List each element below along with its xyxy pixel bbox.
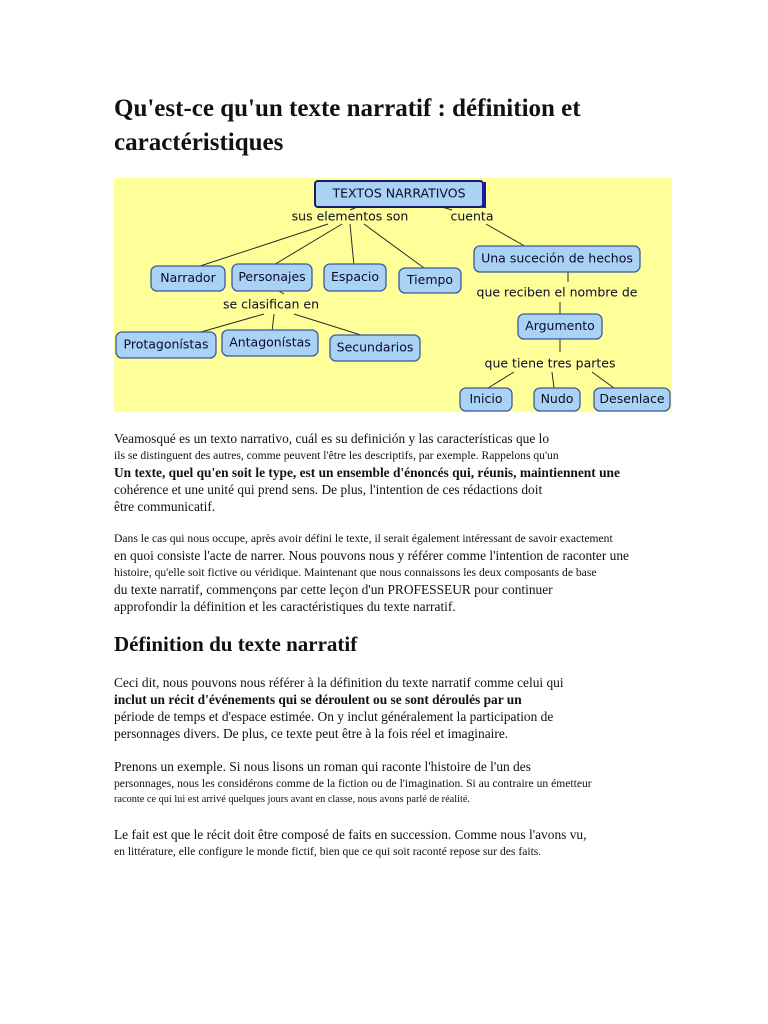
concept-node-characters bbox=[232, 264, 312, 291]
svg-text:Narrador: Narrador bbox=[160, 270, 216, 285]
svg-text:Personajes: Personajes bbox=[238, 269, 306, 284]
svg-text:Una suceción de hechos: Una suceción de hechos bbox=[481, 250, 633, 266]
svg-text:Antagonístas: Antagonístas bbox=[229, 334, 311, 350]
concept-node-sequence bbox=[474, 246, 640, 272]
concept-node-antagonists bbox=[222, 330, 318, 356]
concept-node-space bbox=[324, 264, 386, 291]
svg-text:Secundarios: Secundarios bbox=[336, 339, 414, 355]
concept-root-label: TEXTOS NARRATIVOS bbox=[332, 185, 466, 201]
context-paragraph: Dans le cas qui nous occupe, après avoir défini le texte, il serait également intéressant de savoir exactement en quoi consiste l'acte de narrer. Nous pouvons nous y référer comme l'intention de raconter une histoire, qu'elle soit fictive ou véridique. Maintenant que nous connaissons les deux composants de base du texte narratif, commençons par cette leçon d'un PROFESSEUR pour continuer approfondir la définition et les caractéristiques du texte narratif. bbox=[114, 532, 629, 614]
edge-label-classify: se clasifican en bbox=[222, 296, 320, 312]
concept-node-time bbox=[399, 268, 461, 293]
edge-label-elements: sus elementos son bbox=[291, 208, 409, 224]
intro-paragraph: Veamosqué es un texto narrativo, cuál es su definición y las características que lo ils se distinguent des autres, comme peuvent l'être les descriptifs, par exemple. Rappelons qu'un Un texte, quel qu'en soit le type, est un ensemble d'énoncés qui, réunis, maintiennent une cohérence et une unité qui prend sens. De plus, l'intention de ces rédactions doit être communicatif. bbox=[114, 431, 620, 514]
concept-map bbox=[114, 178, 672, 412]
example-paragraph: Prenons un exemple. Si nous lisons un roman qui raconte l'histoire de l'un des personnages, nous les considérons comme de la fiction ou de l'imagination. Si au contraire un émetteur raconte ce qui lui est arrivé quelques jours avant en classe, nous avons parlé de réalité. bbox=[114, 759, 592, 805]
svg-text:Espacio: Espacio bbox=[331, 269, 379, 284]
svg-text:Argumento: Argumento bbox=[525, 318, 595, 333]
edge-label-name: que reciben el nombre de bbox=[476, 284, 638, 300]
svg-text:Nudo: Nudo bbox=[540, 391, 574, 406]
concept-node-secondary bbox=[330, 335, 420, 361]
concept-node-protagonists bbox=[116, 332, 216, 358]
concept-root-node bbox=[315, 181, 486, 208]
edge-label-tells: cuenta bbox=[450, 208, 494, 224]
svg-text:Inicio: Inicio bbox=[469, 391, 503, 406]
section-heading: Définition du texte narratif bbox=[114, 632, 358, 656]
svg-text:Tiempo: Tiempo bbox=[406, 272, 454, 287]
closing-paragraph: Le fait est que le récit doit être composé de faits en succession. Comme nous l'avons vu, en littérature, elle configure le monde fictif, bien que ce qui soit raconté repose sur des faits. bbox=[114, 827, 587, 858]
svg-text:Protagonístas: Protagonístas bbox=[123, 336, 209, 352]
page-title: Qu'est-ce qu'un texte narratif : définition et caractéristiques bbox=[114, 95, 581, 156]
concept-node-ending bbox=[594, 388, 670, 411]
concept-node-knot bbox=[534, 388, 580, 411]
concept-node-argument bbox=[518, 314, 602, 339]
concept-node-narrator bbox=[151, 266, 225, 291]
concept-node-beginning bbox=[460, 388, 512, 411]
concept-map-figure bbox=[114, 178, 672, 412]
svg-text:Desenlace: Desenlace bbox=[599, 391, 665, 406]
edge-label-parts: que tiene tres partes bbox=[484, 355, 616, 371]
definition-paragraph: Ceci dit, nous pouvons nous référer à la définition du texte narratif comme celui qui inclut un récit d'événements qui se déroulent ou se sont déroulés par un période de temps et d'espace estimée. On y inclut généralement la participation de personnages divers. De plus, ce texte peut être à la fois réel et imaginaire. bbox=[114, 675, 564, 741]
